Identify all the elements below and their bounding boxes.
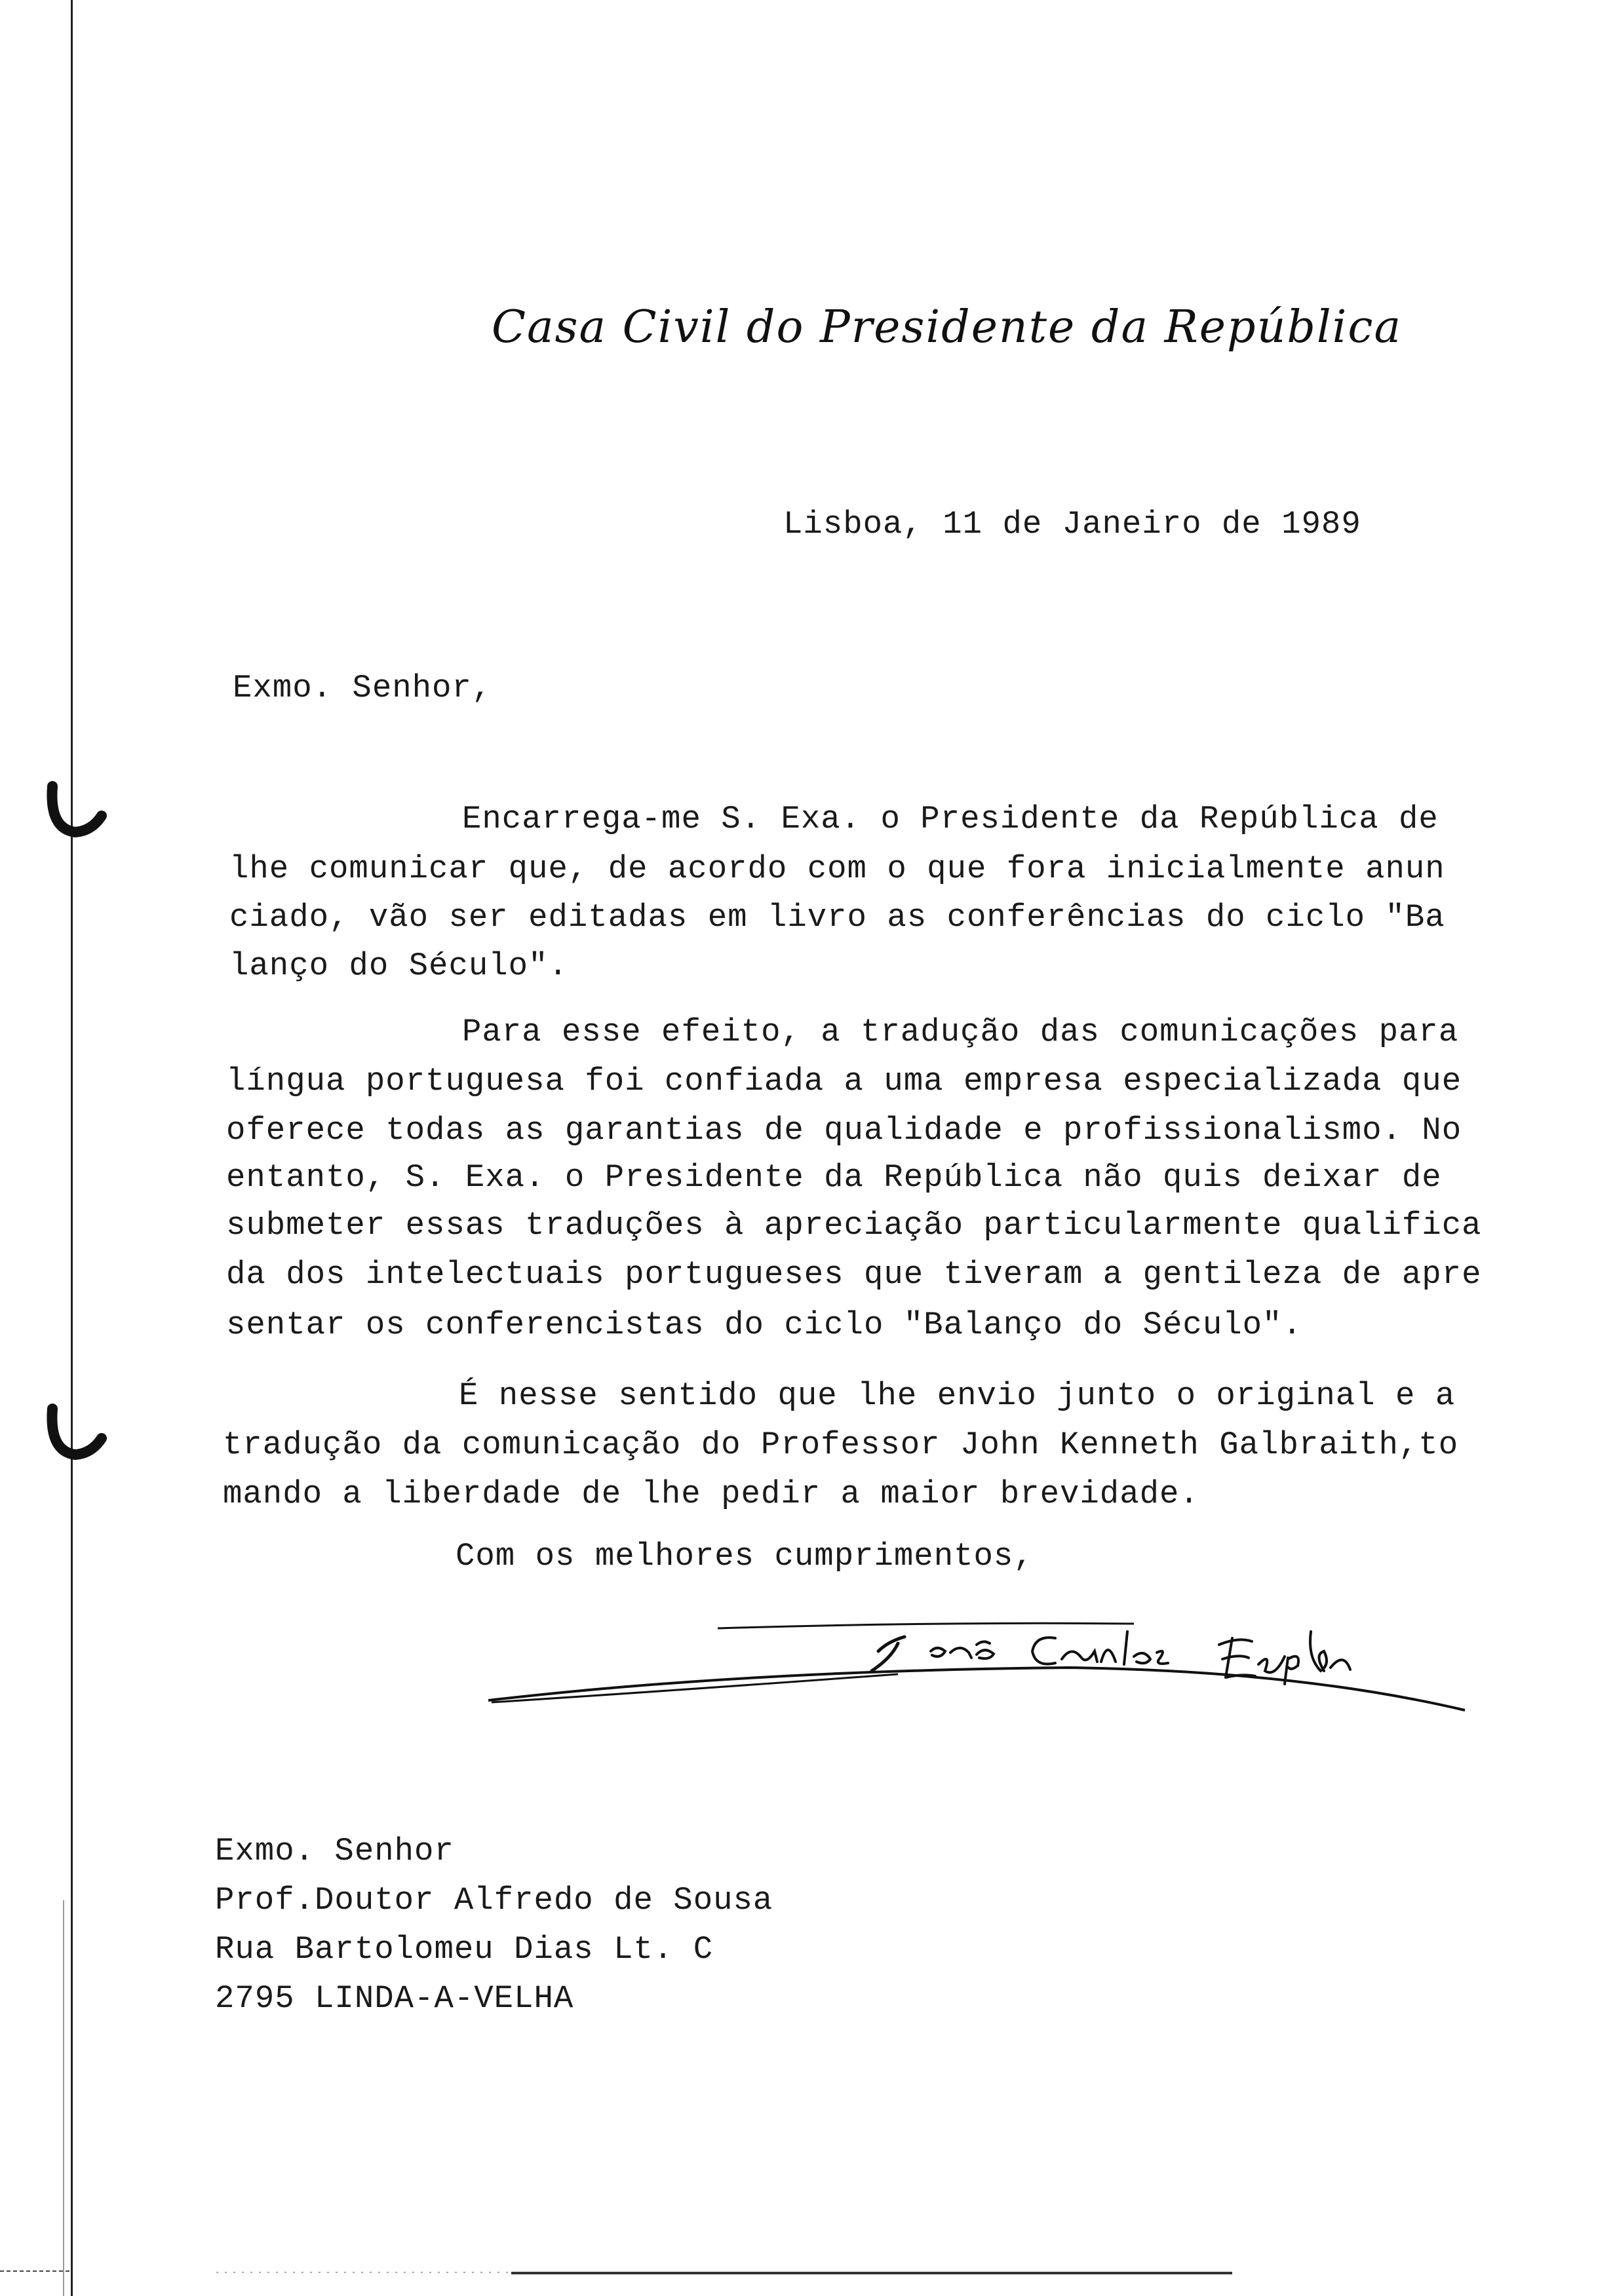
salutation: Exmo. Senhor,	[233, 670, 492, 706]
punch-hole-mark-top	[39, 780, 111, 852]
paragraph-line: ciado, vão ser editadas em livro as conferências do ciclo "Ba	[229, 899, 1445, 936]
punch-hole-mark-bottom	[39, 1402, 111, 1474]
paragraph-line: sentar os conferencistas do ciclo "Balanço do Século".	[226, 1307, 1302, 1343]
paragraph-line: língua portuguesa foi confiada a uma empresa especializada que	[226, 1063, 1462, 1100]
margin-edge-line-faint	[63, 1900, 64, 2296]
paragraph-line: mando a liberdade de lhe pedir a maior brevidade.	[223, 1476, 1199, 1512]
closing-line: Com os melhores cumprimentos,	[456, 1538, 1034, 1575]
paragraph-line: entanto, S. Exa. o Presidente da República não quis deixar de	[226, 1159, 1442, 1196]
paragraph-line: lhe comunicar que, de acordo com o que fora inicialmente anun	[229, 851, 1445, 887]
handwritten-signature	[478, 1605, 1475, 1736]
paragraph-line: É nesse sentido que lhe envio junto o original e a	[459, 1377, 1456, 1414]
scan-edge-artifact	[0, 2268, 1615, 2275]
letter-date: Lisboa, 11 de Janeiro de 1989	[783, 506, 1361, 543]
recipient-line-1: Exmo. Senhor	[215, 1833, 454, 1869]
recipient-line-2: Prof.Doutor Alfredo de Sousa	[215, 1882, 773, 1919]
margin-edge-line	[71, 0, 73, 2296]
paragraph-line: da dos intelectuais portugueses que tiveram a gentileza de apre	[226, 1256, 1482, 1293]
paragraph-line: oferece todas as garantias de qualidade e profissionalismo. No	[226, 1112, 1462, 1149]
paragraph-line: Encarrega-me S. Exa. o Presidente da República de	[462, 801, 1439, 837]
recipient-line-4: 2795 LINDA-A-VELHA	[215, 1980, 574, 2017]
paragraph-line: submeter essas traduções à apreciação particularmente qualifica	[226, 1207, 1482, 1244]
paragraph-line: lanço do Século".	[229, 947, 568, 984]
letterhead-title: Casa Civil do Presidente da República	[492, 301, 1403, 353]
recipient-line-3: Rua Bartolomeu Dias Lt. C	[215, 1931, 714, 1968]
paragraph-line: tradução da comunicação do Professor John Kenneth Galbraith,to	[223, 1426, 1459, 1463]
paragraph-line: Para esse efeito, a tradução das comunicações para	[462, 1014, 1459, 1050]
